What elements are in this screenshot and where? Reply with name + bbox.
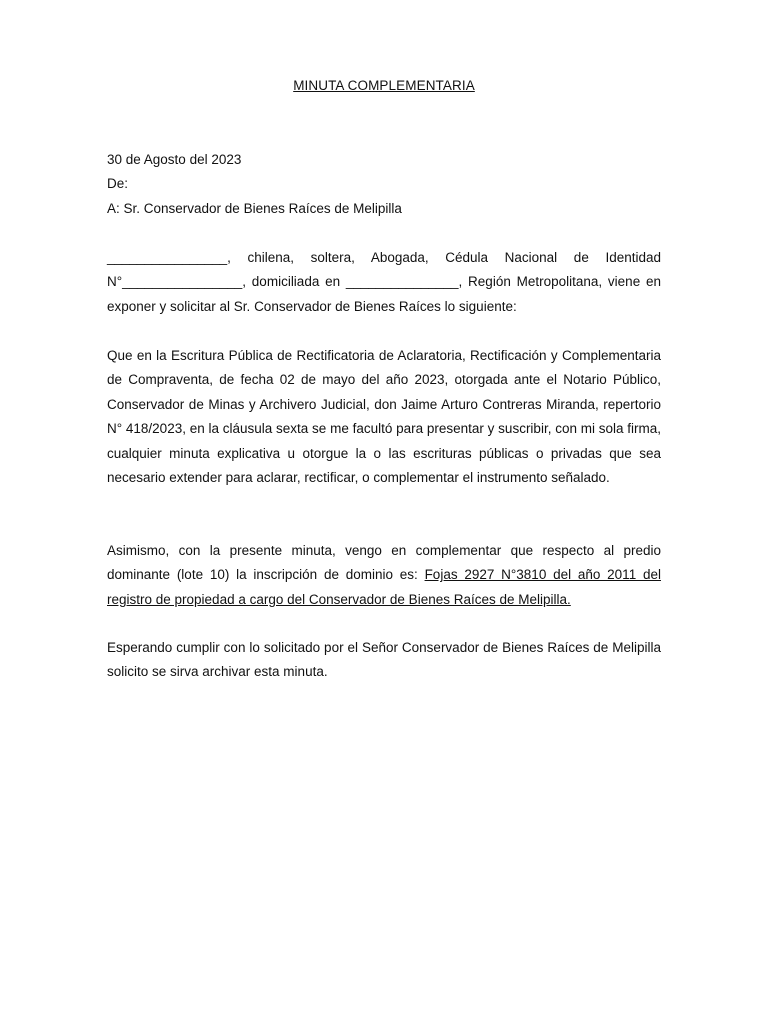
letter-recipient: A: Sr. Conservador de Bienes Raíces de Melipilla xyxy=(107,200,402,216)
letter-date: 30 de Agosto del 2023 xyxy=(107,152,242,167)
letter-header xyxy=(107,148,661,221)
letter-from: De: xyxy=(107,176,129,192)
document-title: MINUTA COMPLEMENTARIA xyxy=(293,78,475,93)
paragraph-registration xyxy=(107,539,661,612)
paragraph-identity: ________________, chilena, soltera, Abogada, Cédula Nacional de Identidad N°________________, domiciliada en _______________, Región Metropolitana, viene en exponer y solicitar al Sr. Conservador de Bienes Raíces lo siguiente: xyxy=(107,250,661,314)
paragraph-deed: Que en la Escritura Pública de Rectificatoria de Aclaratoria, Rectificación y Complementaria de Compraventa, de fecha 02 de mayo del año 2023, otorgada ante el Notario Público, Conservador de Minas y Archivero Judicial, don Jaime Arturo Contreras Miranda, repertorio N° 418/2023, en la cláusula sexta se me facultó para presentar y suscribir, con mi sola firma, cualquier minuta explicativa u otorgue la o las escrituras públicas o privadas que sea necesario extender para aclarar, rectificar, o complementar el instrumento señalado. xyxy=(107,348,661,486)
registration-reference: Fojas 2927 N°3810 del año 2011 del registro de propiedad a cargo del Conservador de Bienes Raíces de Melipilla. xyxy=(107,567,661,607)
paragraph-closing: Esperando cumplir con lo solicitado por el Señor Conservador de Bienes Raíces de Melipilla solicito se sirva archivar esta minuta. xyxy=(107,640,661,680)
registration-text: Asimismo, con la presente minuta, vengo en complementar que respecto al predio dominante (lote 10) la inscripción de dominio es: xyxy=(107,543,661,583)
